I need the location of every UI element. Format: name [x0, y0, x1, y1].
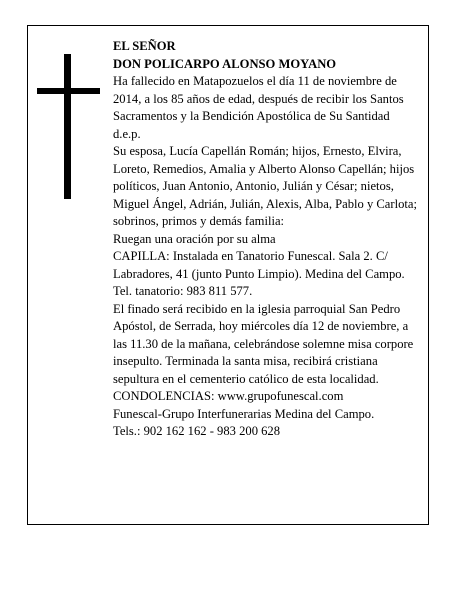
honorific: EL SEÑOR — [113, 39, 176, 53]
death-announcement: Ha fallecido en Matapozuelos el día 11 de noviembre de 2014, a los 85 años de edad, después de recibir los Santos Sacramentos y la Bendición Apostólica de Su Santidad — [113, 74, 404, 123]
funeral-home-info: Funescal-Grupo Interfunerarias Medina del Campo. — [113, 406, 375, 421]
cross-icon — [37, 54, 100, 199]
cross-vertical-bar — [64, 54, 71, 199]
rip-text: d.e.p. — [113, 126, 141, 141]
phone-info: Tels.: 902 162 162 - 983 200 628 — [113, 424, 281, 438]
obituary-text — [113, 38, 423, 441]
funeral-info: El finado será recibido en la iglesia parroquial San Pedro Apóstol, de Serrada, hoy miércoles día 12 de noviembre, a las 11.30 de la mañana, celebrándose solemne misa corpore insepulto. Terminada la santa misa, recibirá cristiana sepultura en el cementerio católico de esta localidad. — [113, 301, 414, 386]
chapel-info: CAPILLA: Instalada en Tanatorio Funescal. Sala 2. C/ Labradores, 41 (junto Punto Limpio). Medina del Campo. Tel. tanatorio: 983 811 577. — [113, 249, 405, 298]
condolences-info: CONDOLENCIAS: www.grupofunescal.com — [113, 389, 344, 403]
prayer-request: Ruegan una oración por su alma — [113, 231, 276, 246]
family-list: Su esposa, Lucía Capellán Román; hijos, Ernesto, Elvira, Loreto, Remedios, Amalia y Alberto Alonso Capellán; hijos políticos, Juan Antonio, Antonio, Julián y César; nietos, Miguel Ángel, Adrián, Julián, Alexis, Alba, Pablo y Carlota; sobrinos, primos y demás familia: — [113, 144, 417, 228]
deceased-name: DON POLICARPO ALONSO MOYANO — [113, 56, 337, 71]
cross-horizontal-bar — [37, 88, 100, 94]
